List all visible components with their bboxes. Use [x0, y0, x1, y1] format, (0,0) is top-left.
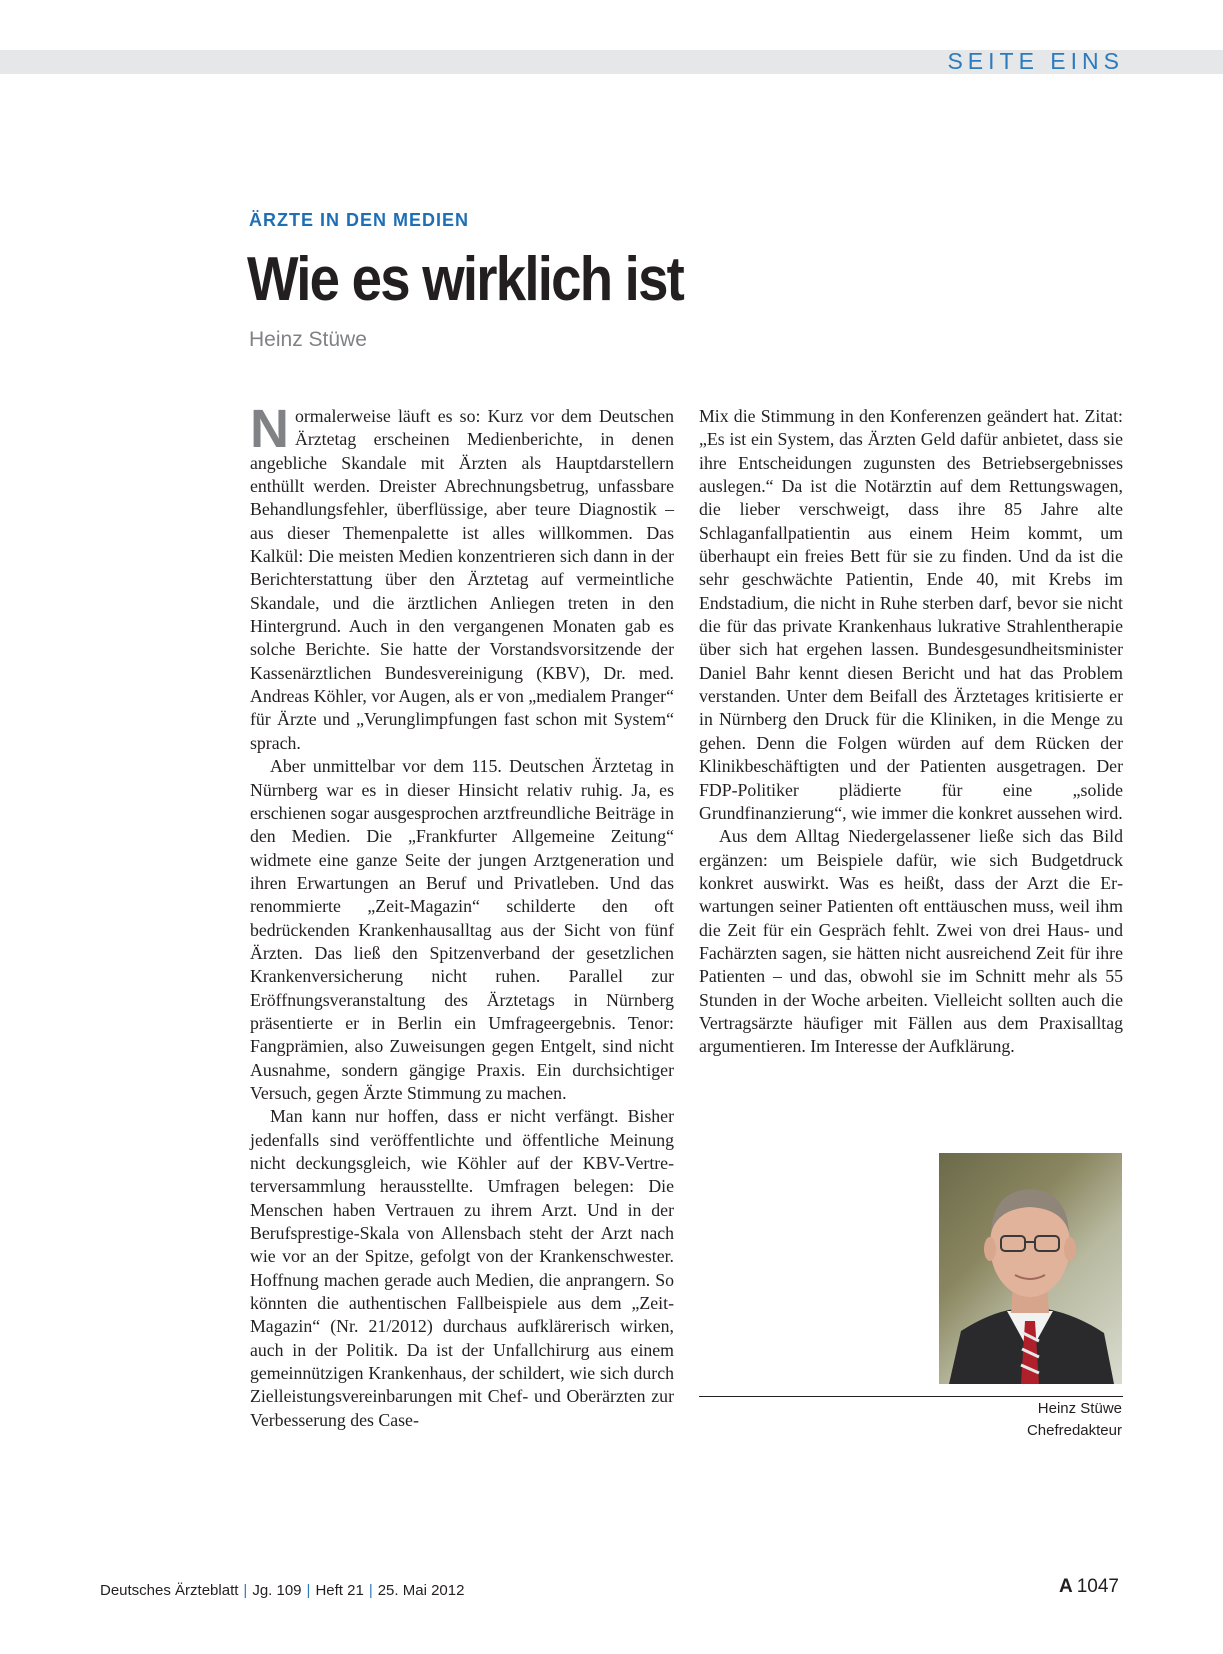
- paragraph: Normalerweise läuft es so: Kurz vor dem Deutschen Ärztetag erscheinen Medienberichte, in denen angebliche Skandale mit Ärzten als Hauptdarstellern enthüllt werden. Dreister Abrechnungsbetrug, unfassbare Behandlungsfehler, überflüssige, aber teure Diagnostik – aus dieser Themenpalette ist alles willkommen. Das Kalkül: Die meisten Medien konzentrieren sich dann in der Berichterstattung über den Ärztetag auf vermeintliche Skandale, und die ärztlichen Anliegen treten in den Hintergrund. Auch in den vergangenen Monaten gab es solche Berichte. Sie hatte der Vorstandsvorsitzende der Kassenärztlichen Bundesvereinigung (KBV), Dr. med. Andreas Köhler, vor Augen, als er von „medialem Pranger“ für Ärzte und „Verunglimpfungen fast schon mit System“ sprach.: [250, 399, 674, 753]
- page-number: A 1047: [1058, 1576, 1119, 1597]
- article-title: Wie es wirklich ist: [247, 245, 684, 314]
- caption-rule: [699, 1396, 1123, 1397]
- volume: Jg. 109: [252, 1582, 302, 1599]
- page-footer: Deutsches Ärzteblatt | Jg. 109 | Heft 21 | 25. Mai 2012: [100, 1582, 465, 1599]
- issue-date: 25. Mai 2012: [377, 1582, 465, 1599]
- publication-name: Deutsches Ärzteblatt: [100, 1582, 239, 1599]
- article-kicker: ÄRZTE IN DEN MEDIEN: [249, 210, 470, 230]
- section-label: SEITE EINS: [947, 48, 1124, 74]
- author-portrait: [939, 1153, 1122, 1384]
- article-column-right: [699, 405, 1123, 1059]
- photo-caption: [1027, 1398, 1122, 1442]
- article-column-left: [250, 399, 674, 1432]
- portrait-illustration: [939, 1153, 1122, 1384]
- article-author: Heinz Stüwe: [249, 328, 367, 351]
- caption-role: Chefredakteur: [1026, 1422, 1122, 1439]
- paragraph: Mix die Stimmung in den Konferenzen geändert hat. Zitat: „Es ist ein System, das Ärzten Geld dafür anbietet, dass sie ihre Entscheidungen zugunsten des Betriebsergebnisses auslegen.“ Da ist die Notärztin auf dem Rettungswagen, die lieber verschweigt, dass ihre 85 Jahre alte Schlaganfallpatientin aus einem Heim kommt, um überhaupt ein freies Bett für sie zu finden. Und da ist die sehr geschwächte Patientin, Ende 40, mit Krebs im Endstadium, die nicht in Ruhe sterben darf, bevor sie nicht die für das private Krankenhaus lukrative Strahlentherapie über sich hat ergehen lassen. Bundesgesundheitsminister Daniel Bahr kennt diesen Bericht und hat das Problem verstanden. Unter dem Beifall des Ärztetages kritisierte er in Nürnberg den Druck für die Kliniken, in die Menge zu gehen. Denn die Folgen würden auf dem Rücken der Klinikbeschäftigten und der Patienten ausgetragen. Der FDP-Politiker plädierte für eine „solide Grundfinanzierung“, wie immer die konkret aussehen wird.: [699, 406, 1123, 823]
- paragraph: Man kann nur hoffen, dass er nicht verfängt. Bisher jedenfalls sind veröffentlichte und öffentliche Meinung nicht deckungsgleich, wie Köhler auf der KBV-Vertreterversammlung herausstellte. Umfragen belegen: Die Menschen haben Vertrauen zu ihrem Arzt. Und in der Berufsprestige-Skala von Allensbach steht der Arzt nach wie vor an der Spitze, gefolgt von der Krankenschwester. Hoffnung machen gerade auch Medien, die anprangern. So könnten die authentischen Fallbeispiele aus dem „Zeit-Magazin“ (Nr. 21/2012) durchaus aufklärerisch wirken, auch in der Politik. Da ist der Unfallchirurg aus einem gemeinnützigen Krankenhaus, der schildert, wie sich durch Zielleistungsvereinbarungen mit Chef- und Oberärzten zur Verbesserung des Case-: [250, 1106, 674, 1430]
- paragraph: Aber unmittelbar vor dem 115. Deutschen Ärztetag in Nürnberg war es in dieser Hinsicht relativ ruhig. Ja, es erschienen sogar ausgesprochen arztfreundliche Beiträge in den Medien. Die „Frankfurter Allgemeine Zeitung“ widmete eine ganze Seite der jungen Arztgeneration und ihren Erwartungen an Beruf und Privatleben. Und das renommierte „Zeit-Magazin“ schilderte den oft bedrückenden Krankenhausalltag aus der Sicht von fünf Ärzten. Das ließ den Spitzenverband der gesetzlichen Krankenversicherung nicht ruhen. Parallel zur Eröffnungsveranstaltung des Ärztetags in Nürnberg präsentierte er in Berlin ein Umfrageergebnis. Tenor: Fangprämien, also Zuweisungen gegen Entgelt, sind nicht Ausnahme, sondern gängige Praxis. Ein durchsichtiger Versuch, gegen Ärzte Stimmung zu machen.: [250, 756, 674, 1103]
- drop-cap: N: [250, 399, 289, 459]
- caption-name: Heinz Stüwe: [1037, 1400, 1122, 1417]
- issue: Heft 21: [315, 1582, 364, 1599]
- paragraph: Aus dem Alltag Niedergelassener ließe sich das Bild ergänzen: um Beispiele dafür, wie sich Budgetdruck konkret auswirkt. Was es heißt, dass der Arzt die Erwartungen seiner Patienten oft enttäuschen muss, weil ihm die Zeit für ein Gespräch fehlt. Zwei von drei Haus- und Fachärzten sagen, sie hätten nicht ausreichend Zeit für ihre Patienten – und das, obwohl sie im Schnitt mehr als 55 Stunden in der Woche arbeiten. Vielleicht sollten auch die Vertragsärzte häufiger mit Fällen aus dem Praxisalltag argumentieren. Im Interesse der Aufklärung.: [699, 826, 1123, 1057]
